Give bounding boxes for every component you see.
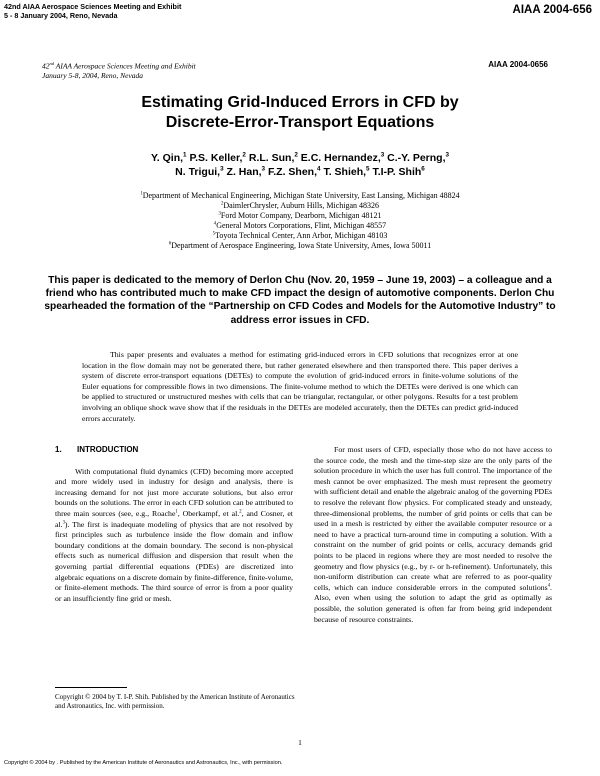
author-name: R.L. Sun, (248, 152, 295, 164)
meeting-ordinal: 42 (42, 61, 50, 71)
affiliation-marker: 6 (168, 241, 172, 247)
meeting-line2: January 5-8, 2004, Reno, Nevada (42, 71, 144, 80)
author-name: N. Trigui, (175, 166, 221, 178)
affiliation (0, 231, 600, 241)
affiliation-text: Department of Aerospace Engineering, Iowa State University, Ames, Iowa 50011 (171, 241, 432, 250)
affiliation-text: DaimlerChrysler, Auburn Hills, Michigan 48326 (223, 201, 380, 210)
author-affiliation-marker: 3 (261, 165, 266, 173)
affiliation-marker: 5 (212, 231, 216, 237)
meeting-line1 (42, 59, 196, 71)
affiliation (0, 221, 600, 231)
author-affiliation-marker: 5 (366, 165, 370, 173)
author-name: T. Shieh, (323, 166, 367, 178)
intro-paragraph-2: For most users of CFD, especially those who do not have access to the source code, the mesh and the time-step size are the only parts of the solution procedure in which the user has full control. The importance of the mesh cannot be over emphasized. The mesh must represent the geometry with sufficient detail and enable the algebraic analog of the governing PDEs to resolve the relevant flow physics. For complicated steady and unsteady, three-dimensional problems, the number of grid points or cells that can be used in a mesh is restricted by either the available computer resource or a need to have a practical turn-around time in computing a solution. With a constraint on the number of grid points or cells, accuracy demands grid points to be placed in regions where they are most needed to resolve the geometry and flow physics (e.g., by r- or h-refinement). Unfortunately, this non-uniform distribution can create what are referred to as poor-quality cells, which can induce considerable errors in the computed solutions$^4$. Also, even when using the solution to adapt the grid as optimally as possible, the solution generated is often far from being grid independent because of resource constraints. (314, 445, 552, 624)
affiliation-text: Department of Mechanical Engineering, Michigan State University, East Lansing, Michigan 48824 (142, 191, 460, 200)
affiliation (0, 241, 600, 251)
intro-paragraph-1: With computational fluid dynamics (CFD) becoming more accepted and more widely used in industry for design and analysis, there is increasing demand for not just more accurate solutions, but also error bounds on the solutions. The error in each CFD solution can be attributed to three main sources (see, e.g., Roache$^1$, Oberkampf, et al.$^2$, and Cosner, et al.$^3$). The first is inadequate modeling of physics that are not resolved by first principles such as turbulence inside the flow domain and inflow boundary conditions at the domain boundary. The second is non-physical effects such as numerical diffusion and dispersion that result when the governing partial differential equations (PDEs) are discretized into algebraic equations on a discrete domain by finite-difference, finite-volume, or finite-element methods. The third source of error is from a poor quality or an insufficiently fine grid or mesh. (55, 466, 293, 603)
bottom-copyright: Copyright © 2004 by . Published by the American Institute of Aeronautics and Astronautics, Inc., with permission. (4, 760, 283, 766)
footnote-divider (55, 687, 127, 688)
meeting-name: AIAA Aerospace Sciences Meeting and Exhibit (54, 61, 196, 71)
running-header-line2: 5 - 8 January 2004, Reno, Nevada (4, 11, 118, 20)
author-affiliation-marker: 2 (242, 151, 246, 159)
author-affiliation-marker: 4 (317, 165, 321, 173)
author-affiliation-marker: 6 (421, 165, 425, 173)
right-column (314, 445, 552, 625)
title-line1: Estimating Grid-Induced Errors in CFD by (141, 94, 459, 111)
section-title: INTRODUCTION (77, 445, 139, 454)
meeting-ordinal-suffix: nd (49, 61, 54, 66)
author-affiliation-marker: 3 (220, 165, 224, 173)
left-column (55, 445, 293, 604)
author-affiliation-marker: 3 (380, 151, 385, 159)
affiliation-marker: 4 (213, 221, 217, 227)
paper-number: AIAA 2004-0656 (488, 60, 548, 69)
running-header-line1: 42nd AIAA Aerospace Sciences Meeting and Exhibit (4, 2, 182, 11)
affiliation (0, 191, 600, 201)
author-line1 (0, 151, 600, 165)
author-name: C.-Y. Perng, (387, 152, 446, 164)
dedication: This paper is dedicated to the memory of Derlon Chu (Nov. 20, 1959 – June 19, 2003) – a colleague and a friend who has contributed much to make CFD impact the design of automotive components. Derlon Chu spearheaded the formation of the “Partnership on CFD Codes and Models for the Automotive Industry” to address error issues in CFD. (44, 275, 556, 326)
section-heading (55, 445, 293, 456)
affiliation-text: Ford Motor Company, Dearborn, Michigan 48121 (220, 211, 382, 220)
author-name: Z. Han, (226, 166, 262, 178)
affiliation-text: Toyota Technical Center, Ann Arbor, Michigan 48103 (215, 231, 388, 240)
author-name: P.S. Keller, (189, 152, 243, 164)
paper-title (0, 93, 600, 133)
author-name: E.C. Hernandez, (300, 152, 381, 164)
affiliation-marker: 2 (220, 201, 224, 207)
running-header-left (4, 2, 181, 20)
affiliation (0, 201, 600, 211)
author-affiliation-marker: 1 (183, 151, 187, 159)
copyright-footnote: Copyright © 2004 by T. I-P. Shih. Published by the American Institute of Aeronautics and Astronautics, Inc. with permission. (55, 693, 295, 710)
author-name: T.I-P. Shih (372, 166, 422, 178)
author-name: Y. Qin, (150, 152, 184, 164)
author-affiliation-marker: 2 (294, 151, 298, 159)
author-line2 (0, 165, 600, 179)
section-number: 1. (55, 445, 62, 454)
affiliation-marker: 1 (140, 191, 143, 197)
affiliation-list (0, 191, 600, 251)
meeting-info (42, 59, 196, 81)
running-header-paper-id: AIAA 2004-656 (512, 4, 592, 16)
affiliation (0, 211, 600, 221)
author-list (0, 151, 600, 179)
abstract: This paper presents and evaluates a method for estimating grid-induced errors in CFD solutions that recognizes error at one location in the flow domain may not be generated there, but rather generated elsewhere and then transported there. This paper derives a system of discrete error-transport equations (DETEs) to compute the evolution of grid-induced errors in finite-volume solutions of the Euler equations for compressible flows in two dimensions. The finite-volume method to which the DETEs were derived is one which can be applied to structured or unstructured meshes with cells that can be triangular, rectangular, or other polygons. Results for a test problem involving an oblique shock wave show that if the residuals in the DETEs are modeled accurately, then the DETEs can predict grid-induced errors accurately. (82, 350, 518, 423)
page-number: 1 (298, 738, 302, 747)
affiliation-text: General Motors Corporations, Flint, Michigan 48557 (216, 221, 387, 230)
affiliation-marker: 3 (218, 211, 221, 217)
title-line2: Discrete-Error-Transport Equations (165, 114, 435, 131)
author-affiliation-marker: 3 (445, 151, 450, 159)
author-name: F.Z. Shen, (267, 166, 317, 178)
